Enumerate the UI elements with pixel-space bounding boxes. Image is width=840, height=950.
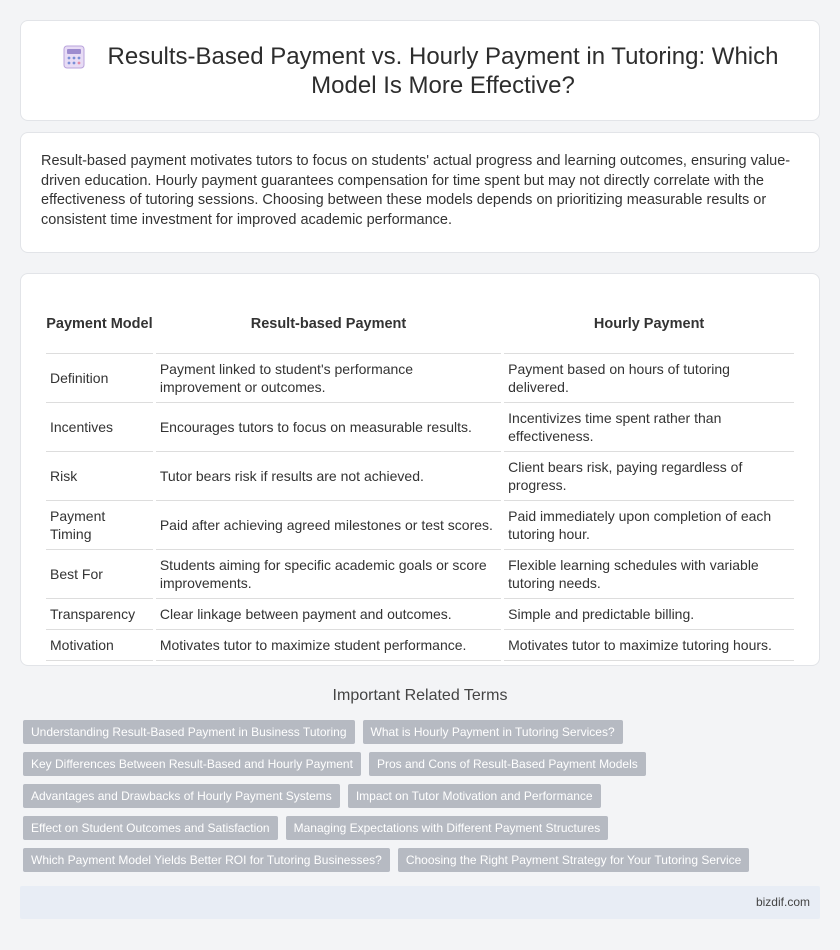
comparison-card [20, 273, 820, 666]
table-cell: Payment based on hours of tutoring delivered. [504, 354, 794, 403]
row-label: Risk [46, 452, 153, 501]
table-header-row [46, 294, 794, 354]
table-cell: Incentivizes time spent rather than effectiveness. [504, 403, 794, 452]
column-header: Payment Model [46, 294, 153, 354]
intro-paragraph: Result-based payment motivates tutors to focus on students' actual progress and learning outcomes, ensuring value-driven education. Hourly payment guarantees compensation for time spent but may not directly correlate with the effectiveness of tutoring sessions. Choosing between these models depends on prioritizing measurable results or consistent time investment for improved academic performance. [41, 153, 791, 228]
row-label: Definition [46, 354, 153, 403]
related-term-link[interactable]: Pros and Cons of Result-Based Payment Models [369, 752, 646, 776]
table-row [46, 403, 794, 452]
table-cell: Payment linked to student's performance improvement or outcomes. [156, 354, 501, 403]
table-row [46, 599, 794, 630]
related-term-link[interactable]: Managing Expectations with Different Payment Structures [286, 816, 609, 840]
table-cell: Motivates tutor to maximize tutoring hours. [504, 630, 794, 661]
comparison-table [43, 294, 797, 661]
related-term-link[interactable]: Which Payment Model Yields Better ROI for Tutoring Businesses? [23, 848, 390, 872]
table-row [46, 354, 794, 403]
table-cell: Paid after achieving agreed milestones or test scores. [156, 501, 501, 550]
footer-site-link[interactable]: bizdif.com [755, 895, 810, 909]
table-cell: Paid immediately upon completion of each tutoring hour. [504, 501, 794, 550]
related-term-link[interactable]: Impact on Tutor Motivation and Performance [348, 784, 601, 808]
table-cell: Tutor bears risk if results are not achieved. [156, 452, 501, 501]
footer [20, 886, 820, 919]
row-label: Motivation [46, 630, 153, 661]
related-term-link[interactable]: Choosing the Right Payment Strategy for Your Tutoring Service [398, 848, 750, 872]
related-terms-list [23, 720, 823, 880]
row-label: Best For [46, 550, 153, 599]
table-cell: Students aiming for specific academic goals or score improvements. [156, 550, 501, 599]
table-row [46, 550, 794, 599]
table-cell: Encourages tutors to focus on measurable results. [156, 403, 501, 452]
table-cell: Motivates tutor to maximize student performance. [156, 630, 501, 661]
table-row [46, 452, 794, 501]
column-header: Hourly Payment [504, 294, 794, 354]
column-header: Result-based Payment [156, 294, 501, 354]
row-label: Payment Timing [46, 501, 153, 550]
table-row [46, 501, 794, 550]
related-term-link[interactable]: What is Hourly Payment in Tutoring Services? [363, 720, 623, 744]
related-term-link[interactable]: Advantages and Drawbacks of Hourly Payment Systems [23, 784, 340, 808]
row-label: Incentives [46, 403, 153, 452]
related-terms-heading: Important Related Terms [332, 687, 508, 704]
related-term-link[interactable]: Key Differences Between Result-Based and Hourly Payment [23, 752, 361, 776]
related-term-link[interactable]: Effect on Student Outcomes and Satisfaction [23, 816, 278, 840]
table-cell: Simple and predictable billing. [504, 599, 794, 630]
header-card [20, 20, 820, 121]
row-label: Transparency [46, 599, 153, 630]
calculator-icon [61, 44, 87, 70]
table-row [46, 630, 794, 661]
related-term-link[interactable]: Understanding Result-Based Payment in Business Tutoring [23, 720, 355, 744]
table-cell: Flexible learning schedules with variable tutoring needs. [504, 550, 794, 599]
table-cell: Clear linkage between payment and outcomes. [156, 599, 501, 630]
page-title: Results-Based Payment vs. Hourly Payment in Tutoring: Which Model Is More Effective? [107, 42, 779, 99]
intro-card [20, 132, 820, 253]
table-cell: Client bears risk, paying regardless of progress. [504, 452, 794, 501]
